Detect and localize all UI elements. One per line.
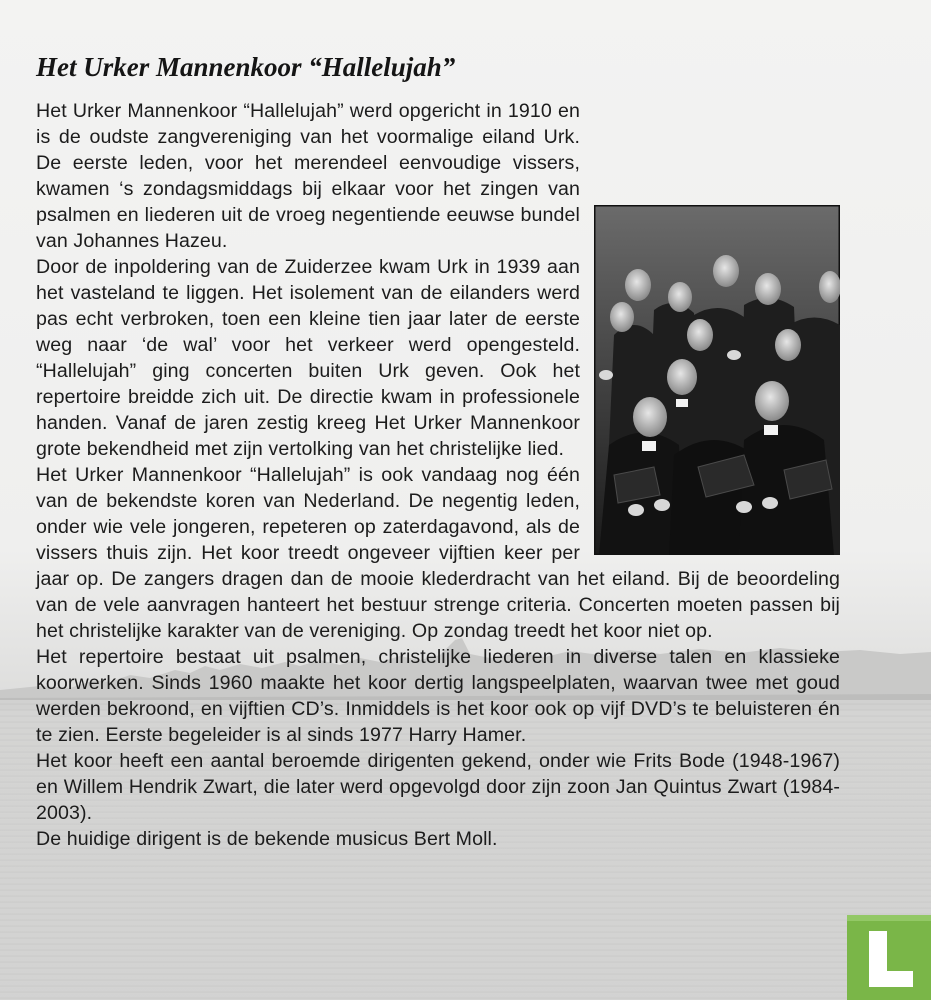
article-paragraph-5: Het koor heeft een aantal beroemde dirigenten gekend, onder wie Frits Bode (1948-1967) en Willem Hendrik Zwart, die later werd opgevolgd door zijn zoon Jan Quintus Zwart (1984-2003).	[36, 750, 840, 824]
article-paragraph-6: De huidige dirigent is de bekende musicus Bert Moll.	[36, 828, 498, 850]
article-paragraph-2: Door de inpoldering van de Zuiderzee kwam Urk in 1939 aan het vasteland te liggen. Het isolement van de eilanders werd pas echt verbroken, toen een kleine tien jaar later de eerste weg naar ‘de wal’ voor het verkeer werd opengesteld. “Hallelujah” ging concerten buiten Urk geven. Ook het repertoire breidde zich uit. De directie kwam in professionele handen. Vanaf de jaren zestig kreeg Het Urker Mannenkoor grote bekendheid met zijn vertolking van het christelijke lied.	[36, 256, 580, 460]
article-title: Het Urker Mannenkoor “Hallelujah”	[36, 52, 456, 82]
choir-photo	[594, 205, 840, 555]
article-paragraph-4: Het repertoire bestaat uit psalmen, christelijke liederen in diverse talen en klassieke koorwerken. Sinds 1960 maakte het koor dertig langspeelplaten, waarvan twee met goud werden bekroond, en vijftien CD’s. Inmiddels is het koor ook op vijf DVD’s te beluisteren én te zien. Eerste begeleider is al sinds 1977 Harry Hamer.	[36, 646, 840, 746]
article-body	[36, 98, 840, 852]
article-paragraph-1: Het Urker Mannenkoor “Hallelujah” werd opgericht in 1910 en is de oudste zangvereniging van het voormalige eiland Urk. De eerste leden, voor het merendeel eenvoudige vissers, kwamen ‘s zondagsmiddags bij elkaar voor het zingen van psalmen en liederen uit de vroeg negentiende eeuwse bundel van Johannes Hazeu.	[36, 100, 580, 252]
watermark-logo	[847, 915, 931, 1000]
article-paragraph-3: Het Urker Mannenkoor “Hallelujah” is ook vandaag nog één van de bekendste koren van Nederland. De negentig leden, onder wie vele jongeren, repeteren op zaterdagavond, als de vissers thuis zijn. Het koor treedt ongeveer vijftien keer per jaar op. De zangers dragen dan de mooie klederdracht van het eiland. Bij de beoordeling van de vele aanvragen hanteert het bestuur strenge criteria. Concerten moeten passen bij het christelijke karakter van de vereniging. Op zondag treedt het koor niet op.	[36, 464, 840, 642]
choir-photo-image	[594, 205, 840, 555]
logo-l-icon	[847, 915, 931, 1000]
